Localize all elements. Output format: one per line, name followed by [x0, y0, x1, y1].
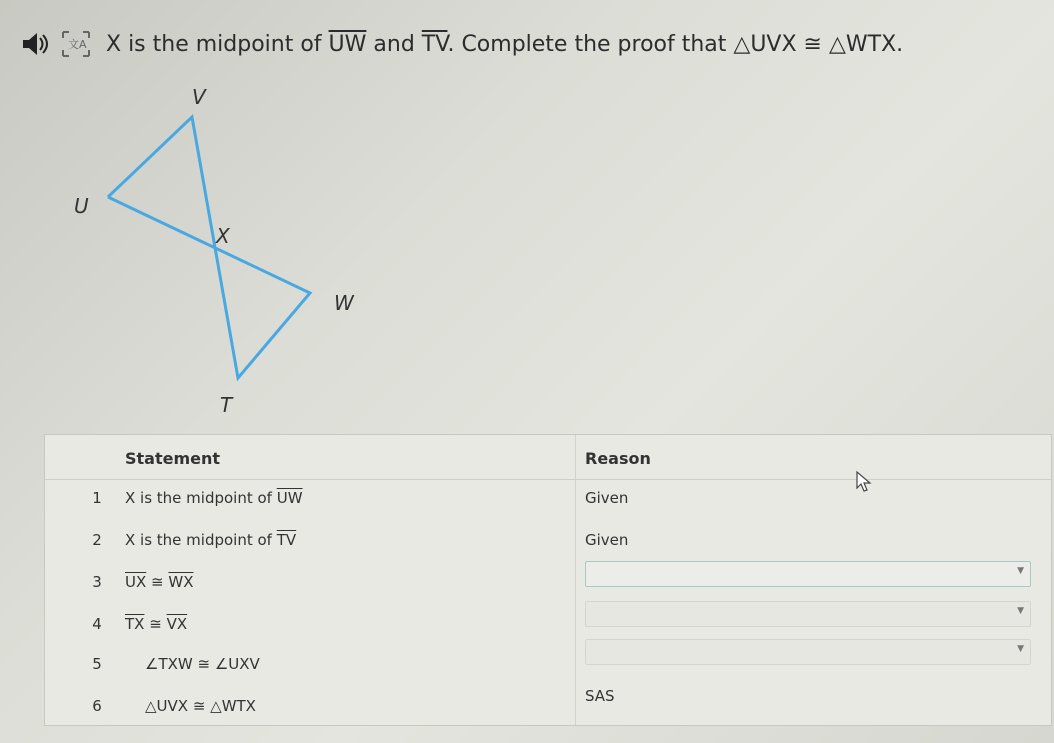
statement-text: X is the midpoint of — [125, 531, 277, 549]
statement-segment-a: $\overline{TX}$ — [125, 615, 145, 633]
prompt-prefix: X is the midpoint of — [106, 31, 329, 57]
triangle-figure — [60, 80, 380, 420]
row-number: 4 — [92, 615, 102, 633]
reason-dropdown-4[interactable] — [585, 601, 1031, 627]
row-statement — [125, 531, 296, 549]
label-u: U — [74, 194, 89, 218]
question-prompt — [106, 32, 903, 57]
speaker-icon[interactable] — [20, 29, 50, 59]
segment-uw: $\overline{UW}$ — [328, 31, 367, 57]
chevron-down-icon: ▼ — [1017, 606, 1024, 616]
row-number: 5 — [92, 655, 102, 673]
chevron-down-icon: ▼ — [1017, 566, 1024, 576]
label-w: W — [334, 291, 354, 315]
question-header — [20, 24, 903, 64]
statement-segment-a: $\overline{UX}$ — [125, 573, 147, 591]
row-statement — [125, 573, 193, 591]
label-t: T — [220, 393, 233, 417]
header-statement: Statement — [125, 449, 221, 468]
row-reason: Given — [585, 531, 629, 549]
header-reason: Reason — [585, 449, 651, 468]
statement-relation: ≅ — [144, 615, 167, 633]
chevron-down-icon: ▼ — [1017, 644, 1024, 654]
row-reason: SAS — [585, 687, 615, 705]
prompt-and: and — [366, 31, 422, 57]
row-number: 2 — [92, 531, 102, 549]
row-number: 1 — [92, 489, 102, 507]
statement-text: X is the midpoint of — [125, 489, 277, 507]
label-x: X — [216, 224, 230, 248]
label-v: V — [192, 85, 206, 109]
row-number: 6 — [92, 697, 102, 715]
statement-segment: $\overline{TV}$ — [276, 531, 297, 549]
statement-segment-b: $\overline{VX}$ — [166, 615, 188, 633]
translate-icon[interactable] — [60, 30, 92, 58]
row-number: 3 — [92, 573, 102, 591]
table-header — [45, 435, 1051, 480]
row-statement: ∠TXW ≅ ∠UXV — [145, 655, 260, 673]
segment-tv: $\overline{TV}$ — [421, 31, 448, 57]
table-row — [45, 687, 1051, 727]
reason-dropdown-3[interactable] — [585, 561, 1031, 587]
table-row — [45, 489, 1051, 519]
svg-text:文A: 文A — [68, 38, 87, 51]
row-statement — [125, 489, 303, 507]
row-statement: △UVX ≅ △WTX — [145, 697, 256, 715]
row-reason: Given — [585, 489, 629, 507]
mouse-cursor-icon — [855, 470, 875, 494]
triangle-uvx-lines — [108, 117, 310, 378]
statement-relation: ≅ — [146, 573, 169, 591]
prompt-suffix: . Complete the proof that △UVX ≅ △WTX. — [447, 31, 904, 57]
table-row — [45, 531, 1051, 561]
row-statement — [125, 615, 187, 633]
statement-segment-b: $\overline{WX}$ — [168, 573, 194, 591]
statement-segment: $\overline{UW}$ — [276, 489, 303, 507]
reason-dropdown-5[interactable] — [585, 639, 1031, 665]
proof-table — [44, 434, 1052, 726]
